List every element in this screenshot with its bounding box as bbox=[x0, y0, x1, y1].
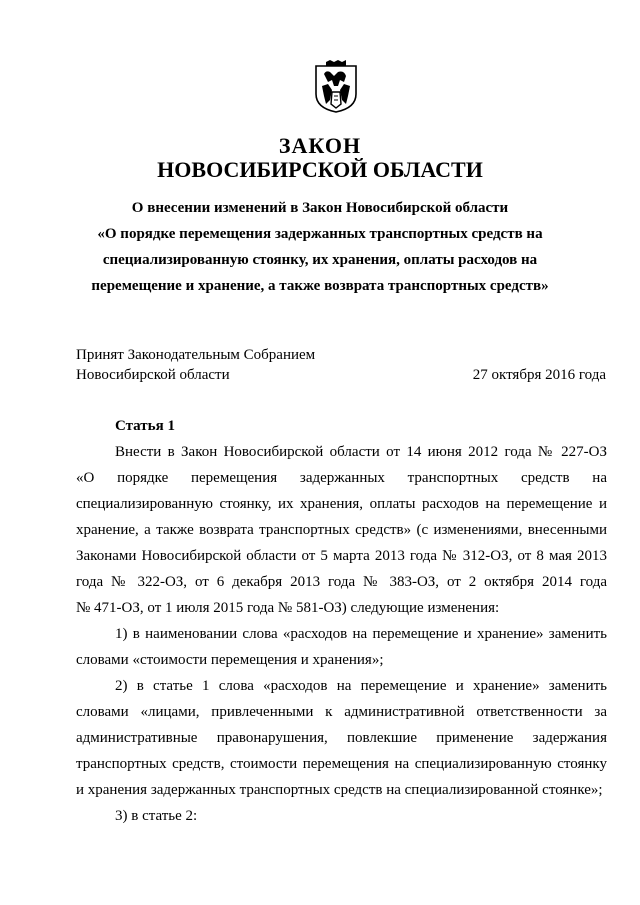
article-line: специализированную стоянку, их хранения, оплаты расходов на перемещение и bbox=[76, 496, 607, 512]
article-line: и хранения задержанных транспортных средств на специализированной стоянке»; bbox=[76, 782, 603, 798]
article-line: словами «стоимости перемещения и хранения»; bbox=[76, 652, 384, 668]
article-line: № 471-ОЗ, от 1 июля 2015 года № 581-ОЗ) следующие изменения: bbox=[76, 600, 500, 616]
article-line: 3) в статье 2: bbox=[115, 808, 198, 824]
article-line: 1) в наименовании слова «расходов на перемещение и хранение» заменить bbox=[115, 626, 607, 642]
law-region: НОВОСИБИРСКОЙ ОБЛАСТИ bbox=[157, 157, 483, 182]
article-line: «О порядке перемещения задержанных транспортных средств на bbox=[76, 470, 607, 486]
law-title: ЗАКОН bbox=[278, 133, 362, 158]
article-heading: Статья 1 bbox=[115, 418, 175, 434]
subtitle-line: перемещение и хранение, а также возврата транспортных средств» bbox=[91, 278, 549, 294]
article-line: хранение, а также возврата транспортных средств» (с изменениями, внесенными bbox=[76, 522, 607, 538]
article-line: 2) в статье 1 слова «расходов на перемещение и хранение» заменить bbox=[115, 678, 607, 694]
subtitle-line: О внесении изменений в Закон Новосибирской области bbox=[131, 200, 509, 216]
subtitle-line: специализированную стоянку, их хранения, оплаты расходов на bbox=[102, 252, 538, 268]
article-line: транспортных средств, стоимости перемещения на специализированную стоянку bbox=[76, 756, 607, 772]
article-line: Законами Новосибирской области от 5 марта 2013 года № 312-ОЗ, от 8 мая 2013 bbox=[76, 548, 607, 564]
subtitle-line: «О порядке перемещения задержанных транспортных средств на bbox=[97, 226, 543, 242]
article-line: административные правонарушения, повлекшие применение задержания bbox=[76, 730, 607, 746]
coat-of-arms-icon bbox=[314, 60, 358, 114]
article-line: Внести в Закон Новосибирской области от 14 июня 2012 года № 227-ОЗ bbox=[115, 444, 607, 460]
adopted-by: Принят Законодательным Собранием bbox=[76, 347, 316, 363]
article-line: года № 322-ОЗ, от 6 декабря 2013 года № 383-ОЗ, от 2 октября 2014 года bbox=[76, 574, 607, 590]
adoption-date: 27 октября 2016 года bbox=[472, 367, 606, 383]
adopted-by-region: Новосибирской области bbox=[76, 367, 230, 383]
article-line: словами «лицами, привлеченными к административной ответственности за bbox=[76, 704, 607, 720]
